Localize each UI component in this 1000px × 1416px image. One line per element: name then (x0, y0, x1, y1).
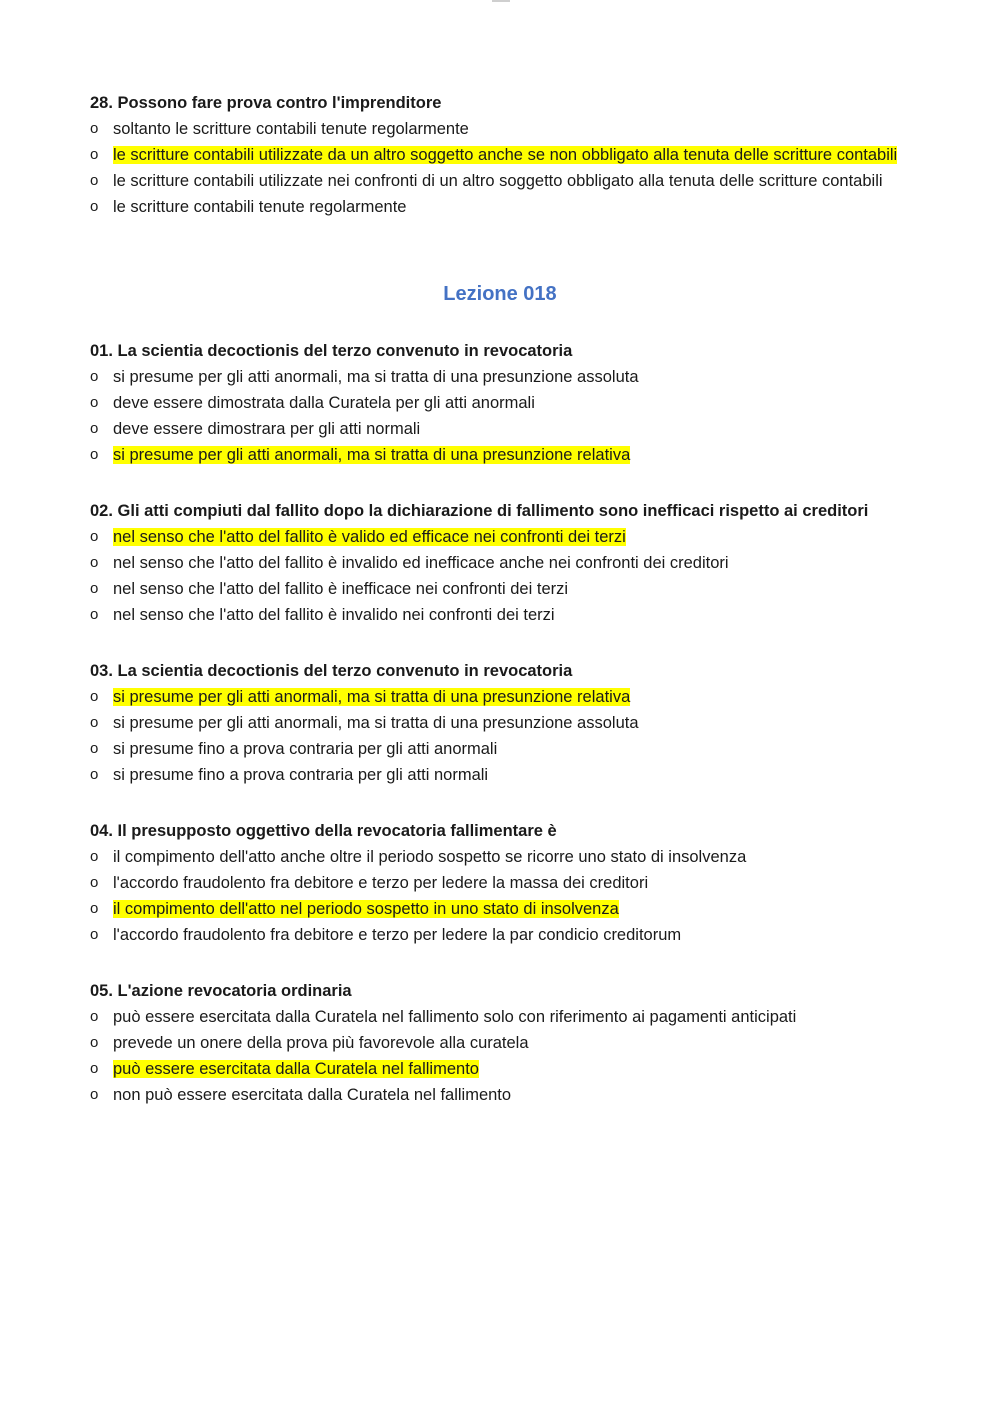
bullet-icon: o (90, 900, 99, 917)
answer-list (90, 684, 910, 788)
answer-option-correct (90, 524, 910, 550)
answer-option-correct (90, 1056, 910, 1082)
answer-option (90, 710, 910, 736)
bullet-icon: o (90, 420, 99, 437)
answer-text-highlighted: il compimento dell'atto nel periodo sospetto in uno stato di insolvenza (113, 900, 619, 918)
bullet-icon: o (90, 198, 99, 215)
bullet-icon: o (90, 740, 99, 757)
bullet-icon: o (90, 926, 99, 943)
bullet-icon: o (90, 766, 99, 783)
answer-text: si presume fino a prova contraria per gli atti anormali (113, 740, 498, 758)
answer-text-highlighted: può essere esercitata dalla Curatela nel fallimento (113, 1060, 479, 1078)
answer-option (90, 576, 910, 602)
question-02 (90, 498, 910, 628)
question-28 (90, 90, 910, 220)
answer-option (90, 1030, 910, 1056)
answer-option (90, 194, 910, 220)
answer-option (90, 844, 910, 870)
answer-option (90, 762, 910, 788)
answer-list (90, 364, 910, 468)
lesson-title: Lezione 018 (443, 283, 557, 305)
answer-option (90, 390, 910, 416)
answer-option (90, 922, 910, 948)
bullet-icon: o (90, 120, 99, 137)
question-title: 03. La scientia decoctionis del terzo convenuto in revocatoria (90, 662, 573, 680)
page-header-mark (492, 0, 510, 2)
answer-text: l'accordo fraudolento fra debitore e terzo per ledere la massa dei creditori (113, 874, 649, 892)
bullet-icon: o (90, 394, 99, 411)
document-page (90, 90, 910, 1138)
answer-option-correct (90, 684, 910, 710)
answer-option-correct (90, 142, 910, 168)
bullet-icon: o (90, 874, 99, 891)
question-title: 04. Il presupposto oggettivo della revocatoria fallimentare è (90, 822, 557, 840)
answer-option-correct (90, 442, 910, 468)
bullet-icon: o (90, 368, 99, 385)
answer-option-correct (90, 896, 910, 922)
answer-text: deve essere dimostrata dalla Curatela per gli atti anormali (113, 394, 535, 412)
answer-option (90, 416, 910, 442)
answer-option (90, 168, 910, 194)
answer-option (90, 364, 910, 390)
bullet-icon: o (90, 606, 99, 623)
answer-option (90, 1004, 910, 1030)
answer-option (90, 550, 910, 576)
answer-list (90, 116, 910, 220)
bullet-icon: o (90, 1086, 99, 1103)
answer-text: deve essere dimostrara per gli atti normali (113, 420, 421, 438)
bullet-icon: o (90, 172, 99, 189)
question-title: 05. L'azione revocatoria ordinaria (90, 982, 352, 1000)
answer-text: si presume per gli atti anormali, ma si tratta di una presunzione assoluta (113, 368, 639, 386)
answer-text: si presume fino a prova contraria per gli atti normali (113, 766, 489, 784)
answer-list (90, 524, 910, 628)
question-title: 02. Gli atti compiuti dal fallito dopo la dichiarazione di fallimento sono inefficaci rispetto ai creditori (90, 502, 869, 520)
bullet-icon: o (90, 1034, 99, 1051)
bullet-icon: o (90, 688, 99, 705)
bullet-icon: o (90, 714, 99, 731)
answer-text: le scritture contabili tenute regolarmente (113, 198, 407, 216)
answer-text: può essere esercitata dalla Curatela nel fallimento solo con riferimento ai pagamenti anticipati (113, 1008, 797, 1026)
bullet-icon: o (90, 580, 99, 597)
answer-text: nel senso che l'atto del fallito è invalido ed inefficace anche nei confronti dei creditori (113, 554, 729, 572)
answer-option (90, 116, 910, 142)
question-04 (90, 818, 910, 948)
question-title: 01. La scientia decoctionis del terzo convenuto in revocatoria (90, 342, 573, 360)
bullet-icon: o (90, 1060, 99, 1077)
answer-text: non può essere esercitata dalla Curatela nel fallimento (113, 1086, 512, 1104)
answer-text-highlighted: nel senso che l'atto del fallito è valido ed efficace nei confronti dei terzi (113, 528, 626, 546)
answer-option (90, 736, 910, 762)
bullet-icon: o (90, 1008, 99, 1025)
answer-text-highlighted: si presume per gli atti anormali, ma si tratta di una presunzione relativa (113, 446, 631, 464)
answer-text: l'accordo fraudolento fra debitore e terzo per ledere la par condicio creditorum (113, 926, 682, 944)
bullet-icon: o (90, 554, 99, 571)
answer-text: il compimento dell'atto anche oltre il periodo sospetto se ricorre uno stato di insolvenza (113, 848, 747, 866)
answer-text-highlighted: le scritture contabili utilizzate da un altro soggetto anche se non obbligato alla tenuta delle scritture contabili (113, 146, 898, 164)
answer-text: si presume per gli atti anormali, ma si tratta di una presunzione assoluta (113, 714, 639, 732)
question-01 (90, 338, 910, 468)
answer-text: soltanto le scritture contabili tenute regolarmente (113, 120, 469, 138)
answer-list (90, 1004, 910, 1108)
answer-option (90, 1082, 910, 1108)
question-title: 28. Possono fare prova contro l'imprenditore (90, 94, 442, 112)
answer-text: prevede un onere della prova più favorevole alla curatela (113, 1034, 529, 1052)
bullet-icon: o (90, 146, 99, 163)
question-03 (90, 658, 910, 788)
answer-text-highlighted: si presume per gli atti anormali, ma si tratta di una presunzione relativa (113, 688, 631, 706)
bullet-icon: o (90, 528, 99, 545)
answer-text: nel senso che l'atto del fallito è invalido nei confronti dei terzi (113, 606, 555, 624)
answer-option (90, 602, 910, 628)
answer-list (90, 844, 910, 948)
question-05 (90, 978, 910, 1108)
answer-text: nel senso che l'atto del fallito è inefficace nei confronti dei terzi (113, 580, 569, 598)
answer-text: le scritture contabili utilizzate nei confronti di un altro soggetto obbligato alla tenuta delle scritture contabili (113, 172, 883, 190)
answer-option (90, 870, 910, 896)
bullet-icon: o (90, 848, 99, 865)
bullet-icon: o (90, 446, 99, 463)
